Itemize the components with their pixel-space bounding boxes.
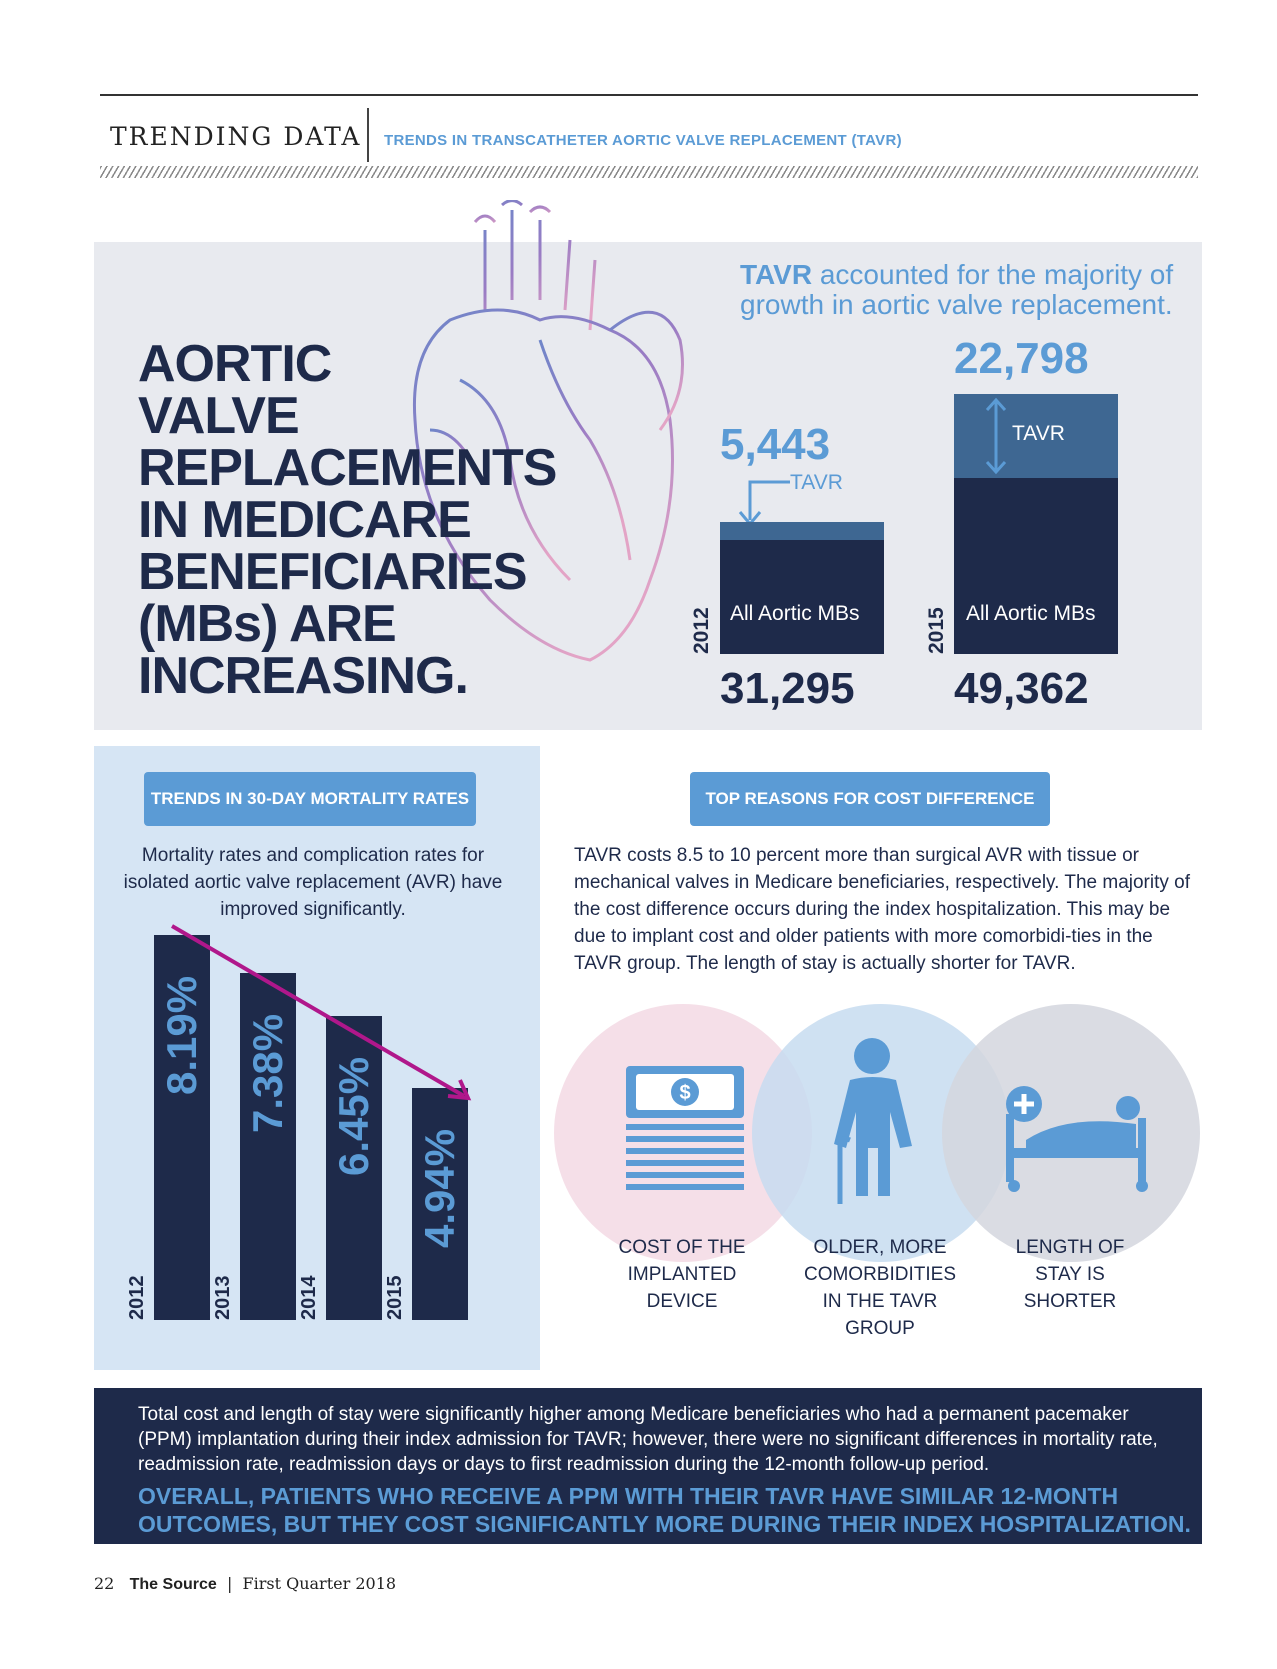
reason-stay-line: LENGTH OF — [1015, 1237, 1125, 1258]
reason-older-line: COMORBIDITIES — [803, 1264, 956, 1285]
reason-cost-line: COST OF THE — [618, 1237, 746, 1258]
aortic-segment-2012 — [720, 540, 884, 654]
reason-cost — [602, 1234, 762, 1315]
elderly-person-icon — [820, 1036, 930, 1206]
reason-stay-line: STAY IS — [1035, 1264, 1105, 1285]
aortic-segment-2015 — [954, 478, 1118, 654]
mortality-pill: TRENDS IN 30-DAY MORTALITY RATES — [144, 772, 476, 826]
tavr-label-2015: TAVR — [1012, 422, 1065, 445]
tavr-segment-2012 — [720, 522, 884, 540]
cost-pill: TOP REASONS FOR COST DIFFERENCE — [690, 772, 1050, 826]
money-stack-icon — [620, 1060, 750, 1200]
section-subtitle: TRENDS IN TRANSCATHETER AORTIC VALVE REPLACEMENT (TAVR) — [384, 132, 902, 149]
publication-name: The Source — [129, 1576, 217, 1593]
hatch-rule — [100, 166, 1198, 178]
headline-line-3: REPLACEMENTS — [138, 439, 557, 497]
headline-line-5: BENEFICIARIES — [138, 543, 527, 601]
tavr-value-2012: 5,443 — [720, 420, 831, 469]
reason-older — [790, 1234, 970, 1342]
mortality-year-2014: 2014 — [298, 1275, 320, 1320]
mortality-value-2014: 6.45% — [330, 1057, 377, 1177]
summary-emphasis: OVERALL, PATIENTS WHO RECEIVE A PPM WITH THEIR TAVR HAVE SIMILAR 12-MONTH OUTCOMES, BUT THEY COST SIGNIFICANTLY MORE DURING THEIR INDEX HOSPITALIZATION. — [138, 1483, 1191, 1537]
reason-older-line: OLDER, MORE — [813, 1237, 947, 1258]
reason-cost-line: DEVICE — [646, 1291, 718, 1312]
tavr-intro — [740, 260, 1200, 320]
double-arrow-icon — [984, 396, 1008, 476]
tavr-value-2015: 22,798 — [954, 334, 1089, 383]
reason-older-line: GROUP — [845, 1318, 915, 1339]
reason-cost-line: IMPLANTED — [627, 1264, 737, 1285]
headline-line-4: IN MEDICARE — [138, 491, 471, 549]
footer-separator: | — [226, 1574, 233, 1593]
section-title: TRENDING DATA — [110, 122, 362, 151]
mortality-value-2012: 8.19% — [158, 975, 205, 1095]
issue-date: First Quarter 2018 — [242, 1574, 397, 1593]
reason-stay-line: SHORTER — [1023, 1291, 1117, 1312]
page-footer — [94, 1574, 396, 1594]
reason-older-line: IN THE TAVR — [822, 1291, 938, 1312]
headline-line-2: VALVE — [138, 387, 299, 445]
top-rule — [100, 94, 1198, 96]
mortality-year-2012: 2012 — [126, 1275, 148, 1320]
mortality-value-2013: 7.38% — [244, 1013, 291, 1133]
bar-total-2015: 49,362 — [954, 664, 1089, 713]
bar-label-2015: All Aortic MBs — [966, 602, 1096, 625]
mortality-description: Mortality rates and complication rates for isolated aortic valve replacement (AVR) have improved significantly. — [123, 845, 503, 920]
svg-text:$: $ — [679, 1082, 691, 1104]
mortality-value-2015: 4.94% — [416, 1128, 463, 1248]
bar-year-2012: 2012 — [690, 607, 713, 654]
tavr-label-2012: TAVR — [790, 471, 843, 494]
hospital-bed-icon — [996, 1084, 1156, 1194]
header-divider — [367, 108, 369, 162]
tavr-intro-bold: TAVR — [740, 259, 813, 290]
headline-line-7: INCREASING. — [138, 647, 468, 705]
bar-year-2015: 2015 — [925, 607, 948, 654]
headline-line-1: AORTIC — [138, 335, 332, 393]
reason-stay — [990, 1234, 1150, 1315]
page-number: 22 — [94, 1574, 115, 1593]
mortality-chart — [94, 920, 540, 1340]
headline-line-6: (MBs) ARE — [138, 595, 396, 653]
mortality-year-2013: 2013 — [212, 1275, 234, 1320]
hero-headline — [138, 335, 578, 705]
summary-text: Total cost and length of stay were significantly higher among Medicare beneficiaries who had a permanent pacemaker (PPM) implantation during their index admission for TAVR; however, there were no significant differences in mortality rate, readmission rate, readmission days or days to first readmission during the 12-month follow-up period. — [138, 1404, 1158, 1475]
mortality-year-2015: 2015 — [384, 1275, 406, 1320]
bar-label-2012: All Aortic MBs — [730, 602, 860, 625]
cost-description: TAVR costs 8.5 to 10 percent more than surgical AVR with tissue or mechanical valves in Medicare beneficiaries, respectively. The majority of the cost difference occurs during the index hospitalization. This may be due to implant cost and older patients with more comorbidi-ties in the TAVR group. The length of stay is actually shorter for TAVR. — [574, 845, 1191, 974]
bar-total-2012: 31,295 — [720, 664, 855, 713]
tavr-intro-rest: accounted for the majority of growth in aortic valve replacement. — [740, 259, 1174, 320]
